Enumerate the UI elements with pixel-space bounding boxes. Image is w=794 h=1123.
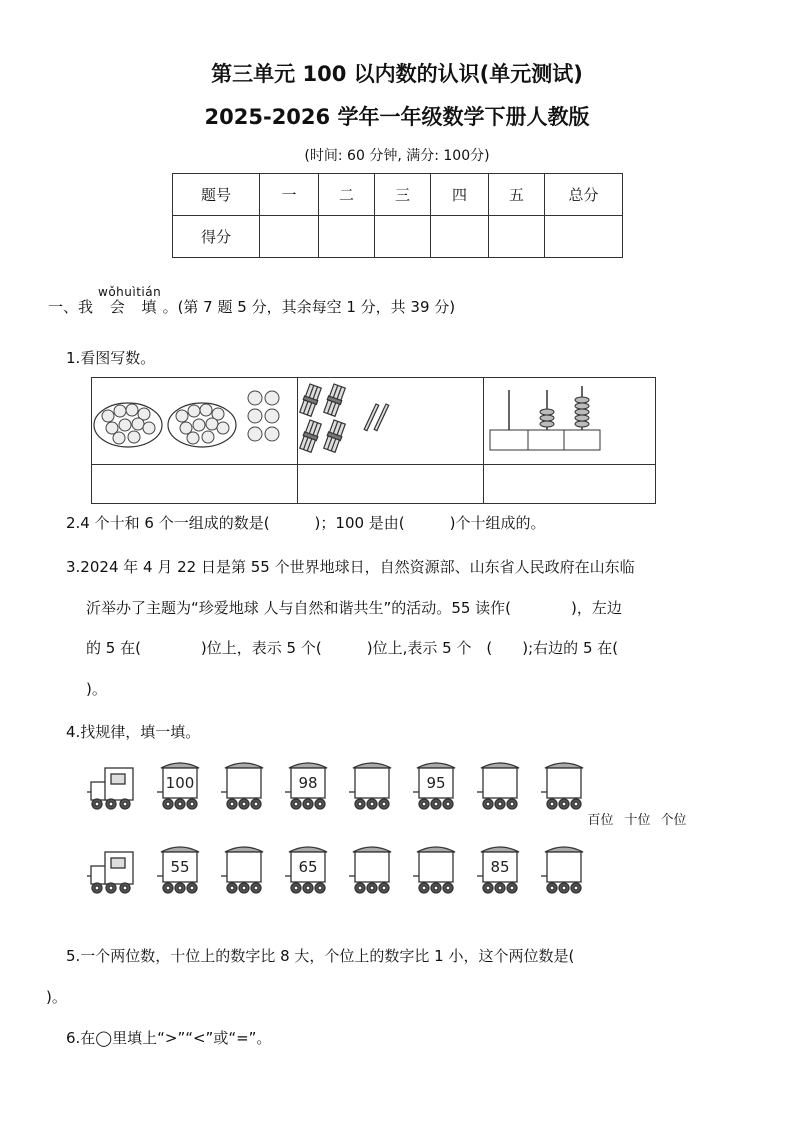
train-car-number: 65 xyxy=(298,858,318,876)
q1-peaches-cell xyxy=(92,378,298,465)
train-car[interactable] xyxy=(413,847,455,893)
score-cell: 五 xyxy=(489,174,545,216)
q3-line4: )。 xyxy=(86,680,107,698)
q1-answer-blank[interactable] xyxy=(92,465,298,504)
q6-text: 6.在◯里填上“>”“<”或“=”。 xyxy=(66,1029,272,1047)
q3-line3: 的 5 在( )位上，表示 5 个( )位上,表示 5 个 ( );右边的 5 在( xyxy=(86,639,619,657)
q1-abacus-cell xyxy=(484,378,687,828)
section1-prefix: 一、 xyxy=(48,298,79,316)
page-title: 第三单元 100 以内数的认识(单元测试) xyxy=(211,62,583,86)
section1-pinyin: wǒhuìtián xyxy=(98,285,162,299)
train-car[interactable] xyxy=(221,763,263,809)
q5-line2: )。 xyxy=(46,988,67,1006)
stick-bundles-illustration xyxy=(298,378,483,460)
q1-text: 1.看图写数。 xyxy=(66,349,156,367)
train-car[interactable] xyxy=(157,847,199,893)
train-2 xyxy=(85,842,645,904)
train-car[interactable] xyxy=(157,763,199,809)
page-subtitle: 2025-2026 学年一年级数学下册人教版 xyxy=(204,105,590,129)
score-row-label: 得分 xyxy=(173,216,260,258)
train-car-number: 95 xyxy=(426,774,446,792)
score-cell-label: 题号 xyxy=(173,174,260,216)
train-car-number: 55 xyxy=(170,858,190,876)
q1-answer-blank[interactable] xyxy=(298,465,484,504)
section1-note: 。(第 7 题 5 分，其余每空 1 分，共 39 分) xyxy=(162,298,456,316)
score-cell: 一 xyxy=(260,174,319,216)
q4-text: 4.找规律，填一填。 xyxy=(66,723,201,741)
section1-heading xyxy=(48,296,455,317)
train-car-number: 100 xyxy=(165,774,195,792)
score-blank[interactable] xyxy=(319,216,375,258)
score-blank[interactable] xyxy=(545,216,623,258)
train-car[interactable] xyxy=(349,847,391,893)
train-car[interactable] xyxy=(477,847,519,893)
q2-text: 2.4 个十和 6 个一组成的数是( )；100 是由( )个十组成的。 xyxy=(66,514,546,532)
score-cell: 四 xyxy=(431,174,489,216)
train-car[interactable] xyxy=(221,847,263,893)
locomotive xyxy=(87,768,133,809)
abacus-label-hundreds: 百位 xyxy=(587,812,614,828)
q3-line2: 沂举办了主题为“珍爱地球 人与自然和谐共生”的活动。55 读作( )，左边 xyxy=(86,599,622,617)
score-blank[interactable] xyxy=(431,216,489,258)
peach-plates-illustration xyxy=(92,378,297,460)
q3-line1: 3.2024 年 4 月 22 日是第 55 个世界地球日，自然资源部、山东省人民政府在山东临 xyxy=(66,558,635,576)
locomotive xyxy=(87,852,133,893)
abacus-illustration xyxy=(484,378,655,460)
section1-title: 我 会 填 xyxy=(78,298,163,316)
train-car-number: 98 xyxy=(298,774,318,792)
train-car[interactable] xyxy=(413,763,455,809)
q1-answer-blank[interactable] xyxy=(484,465,656,504)
time-info: (时间: 60 分钟, 满分: 100分) xyxy=(304,148,490,164)
score-blank[interactable] xyxy=(375,216,431,258)
score-blank[interactable] xyxy=(260,216,319,258)
score-cell: 二 xyxy=(319,174,375,216)
train-car[interactable] xyxy=(285,763,327,809)
train-car[interactable] xyxy=(541,847,583,893)
abacus-label-ones: 个位 xyxy=(660,812,687,828)
train-car[interactable] xyxy=(285,847,327,893)
score-table-score-row xyxy=(173,216,623,258)
q5-line1: 5.一个两位数，十位上的数字比 8 大，个位上的数字比 1 小，这个两位数是( xyxy=(66,947,575,965)
score-cell: 三 xyxy=(375,174,431,216)
train-car-number: 85 xyxy=(490,858,510,876)
train-car[interactable] xyxy=(477,763,519,809)
train-car[interactable] xyxy=(349,763,391,809)
train-car[interactable] xyxy=(541,763,583,809)
score-table-header-row xyxy=(173,174,623,216)
score-table xyxy=(172,173,623,258)
score-blank[interactable] xyxy=(489,216,545,258)
abacus-label-tens: 十位 xyxy=(624,812,651,828)
train-1 xyxy=(85,758,645,820)
score-cell-total: 总分 xyxy=(545,174,623,216)
q1-sticks-cell xyxy=(298,378,484,465)
